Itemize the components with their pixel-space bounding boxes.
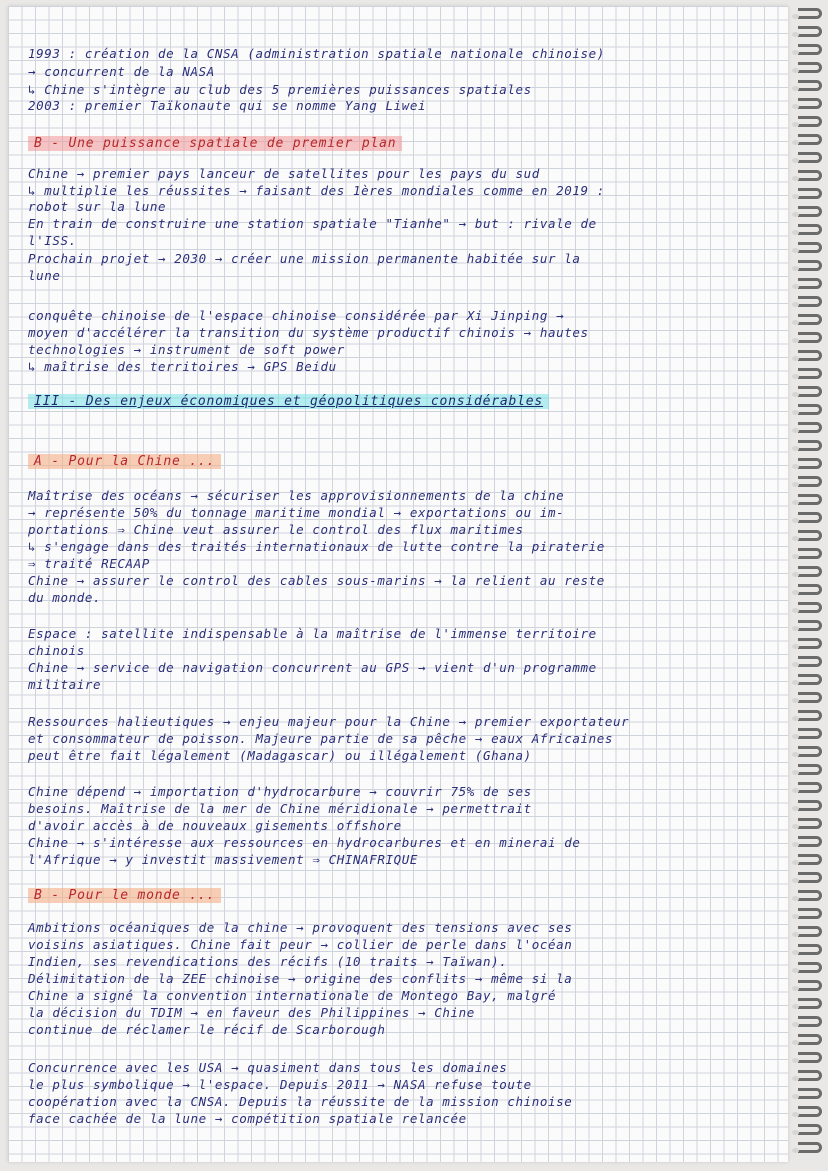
punch-hole	[792, 734, 799, 739]
section-heading-for-world: B - Pour le monde ...	[28, 888, 221, 903]
punch-hole	[792, 968, 799, 973]
punch-hole	[792, 806, 799, 811]
binding-ring	[798, 422, 822, 433]
note-line: militaire	[28, 677, 102, 692]
punch-hole	[792, 302, 799, 307]
punch-hole	[792, 986, 799, 991]
binding-ring	[798, 8, 822, 19]
binding-ring	[798, 1070, 822, 1081]
punch-hole	[792, 230, 799, 235]
punch-hole	[792, 86, 799, 91]
note-line: Délimitation de la ZEE chinoise → origine des conflits → même si la	[28, 971, 573, 986]
part-heading-stakes: III - Des enjeux économiques et géopolitiques considérables	[28, 394, 549, 409]
punch-hole	[792, 590, 799, 595]
note-line: chinois	[28, 643, 85, 658]
punch-hole	[792, 644, 799, 649]
punch-hole	[792, 392, 799, 397]
punch-hole	[792, 914, 799, 919]
punch-hole	[792, 698, 799, 703]
binding-ring	[798, 1052, 822, 1063]
binding-ring	[798, 44, 822, 55]
punch-hole	[792, 1130, 799, 1135]
binding-ring	[798, 116, 822, 127]
punch-hole	[792, 860, 799, 865]
note-line: Maîtrise des océans → sécuriser les approvisionnements de la chine	[28, 488, 565, 503]
punch-hole	[792, 374, 799, 379]
binding-ring	[798, 980, 822, 991]
binding-ring	[798, 512, 822, 523]
binding-ring	[798, 278, 822, 289]
binding-ring	[798, 926, 822, 937]
punch-hole	[792, 662, 799, 667]
binding-ring	[798, 386, 822, 397]
punch-hole	[792, 770, 799, 775]
note-line: → concurrent de la NASA	[28, 64, 215, 79]
punch-hole	[792, 104, 799, 109]
note-line: technologies → instrument de soft power	[28, 342, 345, 357]
punch-hole	[792, 446, 799, 451]
punch-hole	[792, 1094, 799, 1099]
binding-ring	[798, 80, 822, 91]
note-line: Chine → assurer le control des cables sous-marins → la relient au reste	[28, 573, 605, 588]
punch-hole	[792, 1148, 799, 1153]
notebook-page	[8, 6, 788, 1162]
binding-ring	[798, 602, 822, 613]
binding-ring	[798, 458, 822, 469]
punch-hole	[792, 554, 799, 559]
note-line: lune	[28, 268, 61, 283]
note-line: ↳ Chine s'intègre au club des 5 premières puissances spatiales	[28, 82, 532, 97]
punch-hole	[792, 32, 799, 37]
punch-hole	[792, 140, 799, 145]
punch-hole	[792, 1112, 799, 1117]
binding-ring	[798, 170, 822, 181]
punch-hole	[792, 464, 799, 469]
note-line: En train de construire une station spatiale "Tianhe" → but : rivale de	[28, 216, 597, 231]
binding-ring	[798, 206, 822, 217]
binding-ring	[798, 710, 822, 721]
note-line: continue de réclamer le récif de Scarborough	[28, 1022, 386, 1037]
note-line: 1993 : création de la CNSA (administration spatiale nationale chinoise)	[28, 46, 605, 61]
note-line: Prochain projet → 2030 → créer une mission permanente habitée sur la	[28, 251, 581, 266]
section-heading-for-china: A - Pour la Chine ...	[28, 454, 221, 469]
punch-hole	[792, 626, 799, 631]
punch-hole	[792, 536, 799, 541]
binding-ring	[798, 404, 822, 415]
binding-ring	[798, 818, 822, 829]
punch-hole	[792, 266, 799, 271]
note-line: Chine a signé la convention internationale de Montego Bay, malgré	[28, 988, 557, 1003]
note-line: ↳ s'engage dans des traités internationaux de lutte contre la piraterie	[28, 539, 605, 554]
punch-hole	[792, 410, 799, 415]
spiral-binding	[796, 4, 826, 1164]
note-line: Ambitions océaniques de la chine → provoquent des tensions avec ses	[28, 920, 573, 935]
note-line: 2003 : premier Taïkonaute qui se nomme Yang Liwei	[28, 98, 427, 113]
binding-ring	[798, 692, 822, 703]
punch-hole	[792, 338, 799, 343]
note-line: ⇒ traité RECAAP	[28, 556, 150, 571]
binding-ring	[798, 134, 822, 145]
binding-ring	[798, 908, 822, 919]
binding-ring	[798, 494, 822, 505]
binding-ring	[798, 728, 822, 739]
punch-hole	[792, 878, 799, 883]
binding-ring	[798, 530, 822, 541]
binding-ring	[798, 998, 822, 1009]
note-line: l'ISS.	[28, 233, 77, 248]
binding-ring	[798, 656, 822, 667]
note-line: voisins asiatiques. Chine fait peur → collier de perle dans l'océan	[28, 937, 573, 952]
binding-ring	[798, 584, 822, 595]
punch-hole	[792, 608, 799, 613]
note-line: et consommateur de poisson. Majeure partie de sa pêche → eaux Africaines	[28, 731, 614, 746]
binding-ring	[798, 764, 822, 775]
punch-hole	[792, 158, 799, 163]
binding-ring	[798, 1034, 822, 1045]
note-line: la décision du TDIM → en faveur des Philippines → Chine	[28, 1005, 475, 1020]
binding-ring	[798, 566, 822, 577]
punch-hole	[792, 788, 799, 793]
punch-hole	[792, 194, 799, 199]
punch-hole	[792, 824, 799, 829]
note-line: Concurrence avec les USA → quasiment dans tous les domaines	[28, 1060, 508, 1075]
punch-hole	[792, 932, 799, 937]
punch-hole	[792, 1022, 799, 1027]
note-line: ↳ maîtrise des territoires → GPS Beidu	[28, 359, 337, 374]
note-line: Chine → premier pays lanceur de satellites pour les pays du sud	[28, 166, 540, 181]
punch-hole	[792, 248, 799, 253]
punch-hole	[792, 68, 799, 73]
punch-hole	[792, 320, 799, 325]
binding-ring	[798, 944, 822, 955]
punch-hole	[792, 752, 799, 757]
punch-hole	[792, 1040, 799, 1045]
punch-hole	[792, 1076, 799, 1081]
binding-ring	[798, 548, 822, 559]
punch-hole	[792, 500, 799, 505]
punch-hole	[792, 842, 799, 847]
binding-ring	[798, 782, 822, 793]
note-line: peut être fait légalement (Madagascar) ou illégalement (Ghana)	[28, 748, 532, 763]
punch-hole	[792, 1004, 799, 1009]
note-line: Chine → s'intéresse aux ressources en hydrocarbures et en minerai de	[28, 835, 581, 850]
binding-ring	[798, 260, 822, 271]
binding-ring	[798, 440, 822, 451]
punch-hole	[792, 176, 799, 181]
punch-hole	[792, 14, 799, 19]
binding-ring	[798, 1088, 822, 1099]
punch-hole	[792, 428, 799, 433]
note-line: → représente 50% du tonnage maritime mondial → exportations ou im-	[28, 505, 565, 520]
binding-ring	[798, 224, 822, 235]
punch-hole	[792, 716, 799, 721]
note-line: ↳ multiplie les réussites → faisant des 1ères mondiales comme en 2019 :	[28, 183, 605, 198]
binding-ring	[798, 638, 822, 649]
binding-ring	[798, 854, 822, 865]
note-line: Espace : satellite indispensable à la maîtrise de l'immense territoire	[28, 626, 597, 641]
binding-ring	[798, 746, 822, 757]
punch-hole	[792, 212, 799, 217]
punch-hole	[792, 122, 799, 127]
binding-ring	[798, 314, 822, 325]
punch-hole	[792, 518, 799, 523]
note-line: l'Afrique → y investit massivement ⇒ CHINAFRIQUE	[28, 852, 419, 867]
note-line: besoins. Maîtrise de la mer de Chine méridionale → permettrait	[28, 801, 532, 816]
punch-hole	[792, 572, 799, 577]
binding-ring	[798, 368, 822, 379]
binding-ring	[798, 1106, 822, 1117]
note-line: portations ⇒ Chine veut assurer le control des flux maritimes	[28, 522, 524, 537]
binding-ring	[798, 62, 822, 73]
note-line: robot sur la lune	[28, 199, 167, 214]
note-line: conquête chinoise de l'espace chinoise considérée par Xi Jinping →	[28, 308, 565, 323]
binding-ring	[798, 1124, 822, 1135]
binding-ring	[798, 800, 822, 811]
binding-ring	[798, 188, 822, 199]
binding-ring	[798, 1016, 822, 1027]
punch-hole	[792, 482, 799, 487]
note-line: coopération avec la CNSA. Depuis la réussite de la mission chinoise	[28, 1094, 573, 1109]
note-line: moyen d'accélérer la transition du système productif chinois → hautes	[28, 325, 589, 340]
note-line: Ressources halieutiques → enjeu majeur pour la Chine → premier exportateur	[28, 714, 630, 729]
binding-ring	[798, 242, 822, 253]
punch-hole	[792, 356, 799, 361]
note-line: Chine → service de navigation concurrent au GPS → vient d'un programme	[28, 660, 597, 675]
binding-ring	[798, 332, 822, 343]
binding-ring	[798, 296, 822, 307]
binding-ring	[798, 26, 822, 37]
binding-ring	[798, 836, 822, 847]
binding-ring	[798, 962, 822, 973]
binding-ring	[798, 674, 822, 685]
section-heading-space-power: B - Une puissance spatiale de premier plan	[28, 136, 402, 151]
binding-ring	[798, 350, 822, 361]
note-line: du monde.	[28, 590, 102, 605]
binding-ring	[798, 620, 822, 631]
punch-hole	[792, 50, 799, 55]
note-line: d'avoir accès à de nouveaux gisements offshore	[28, 818, 402, 833]
punch-hole	[792, 1058, 799, 1063]
binding-ring	[798, 872, 822, 883]
binding-ring	[798, 98, 822, 109]
note-line: Indien, ses revendications des récifs (10 traits → Taïwan).	[28, 954, 508, 969]
binding-ring	[798, 1142, 822, 1153]
punch-hole	[792, 680, 799, 685]
punch-hole	[792, 896, 799, 901]
binding-ring	[798, 476, 822, 487]
punch-hole	[792, 950, 799, 955]
punch-hole	[792, 284, 799, 289]
note-line: Chine dépend → importation d'hydrocarbure → couvrir 75% de ses	[28, 784, 532, 799]
binding-ring	[798, 152, 822, 163]
note-line: face cachée de la lune → compétition spatiale relancée	[28, 1111, 467, 1126]
binding-ring	[798, 890, 822, 901]
note-line: le plus symbolique → l'espace. Depuis 2011 → NASA refuse toute	[28, 1077, 532, 1092]
